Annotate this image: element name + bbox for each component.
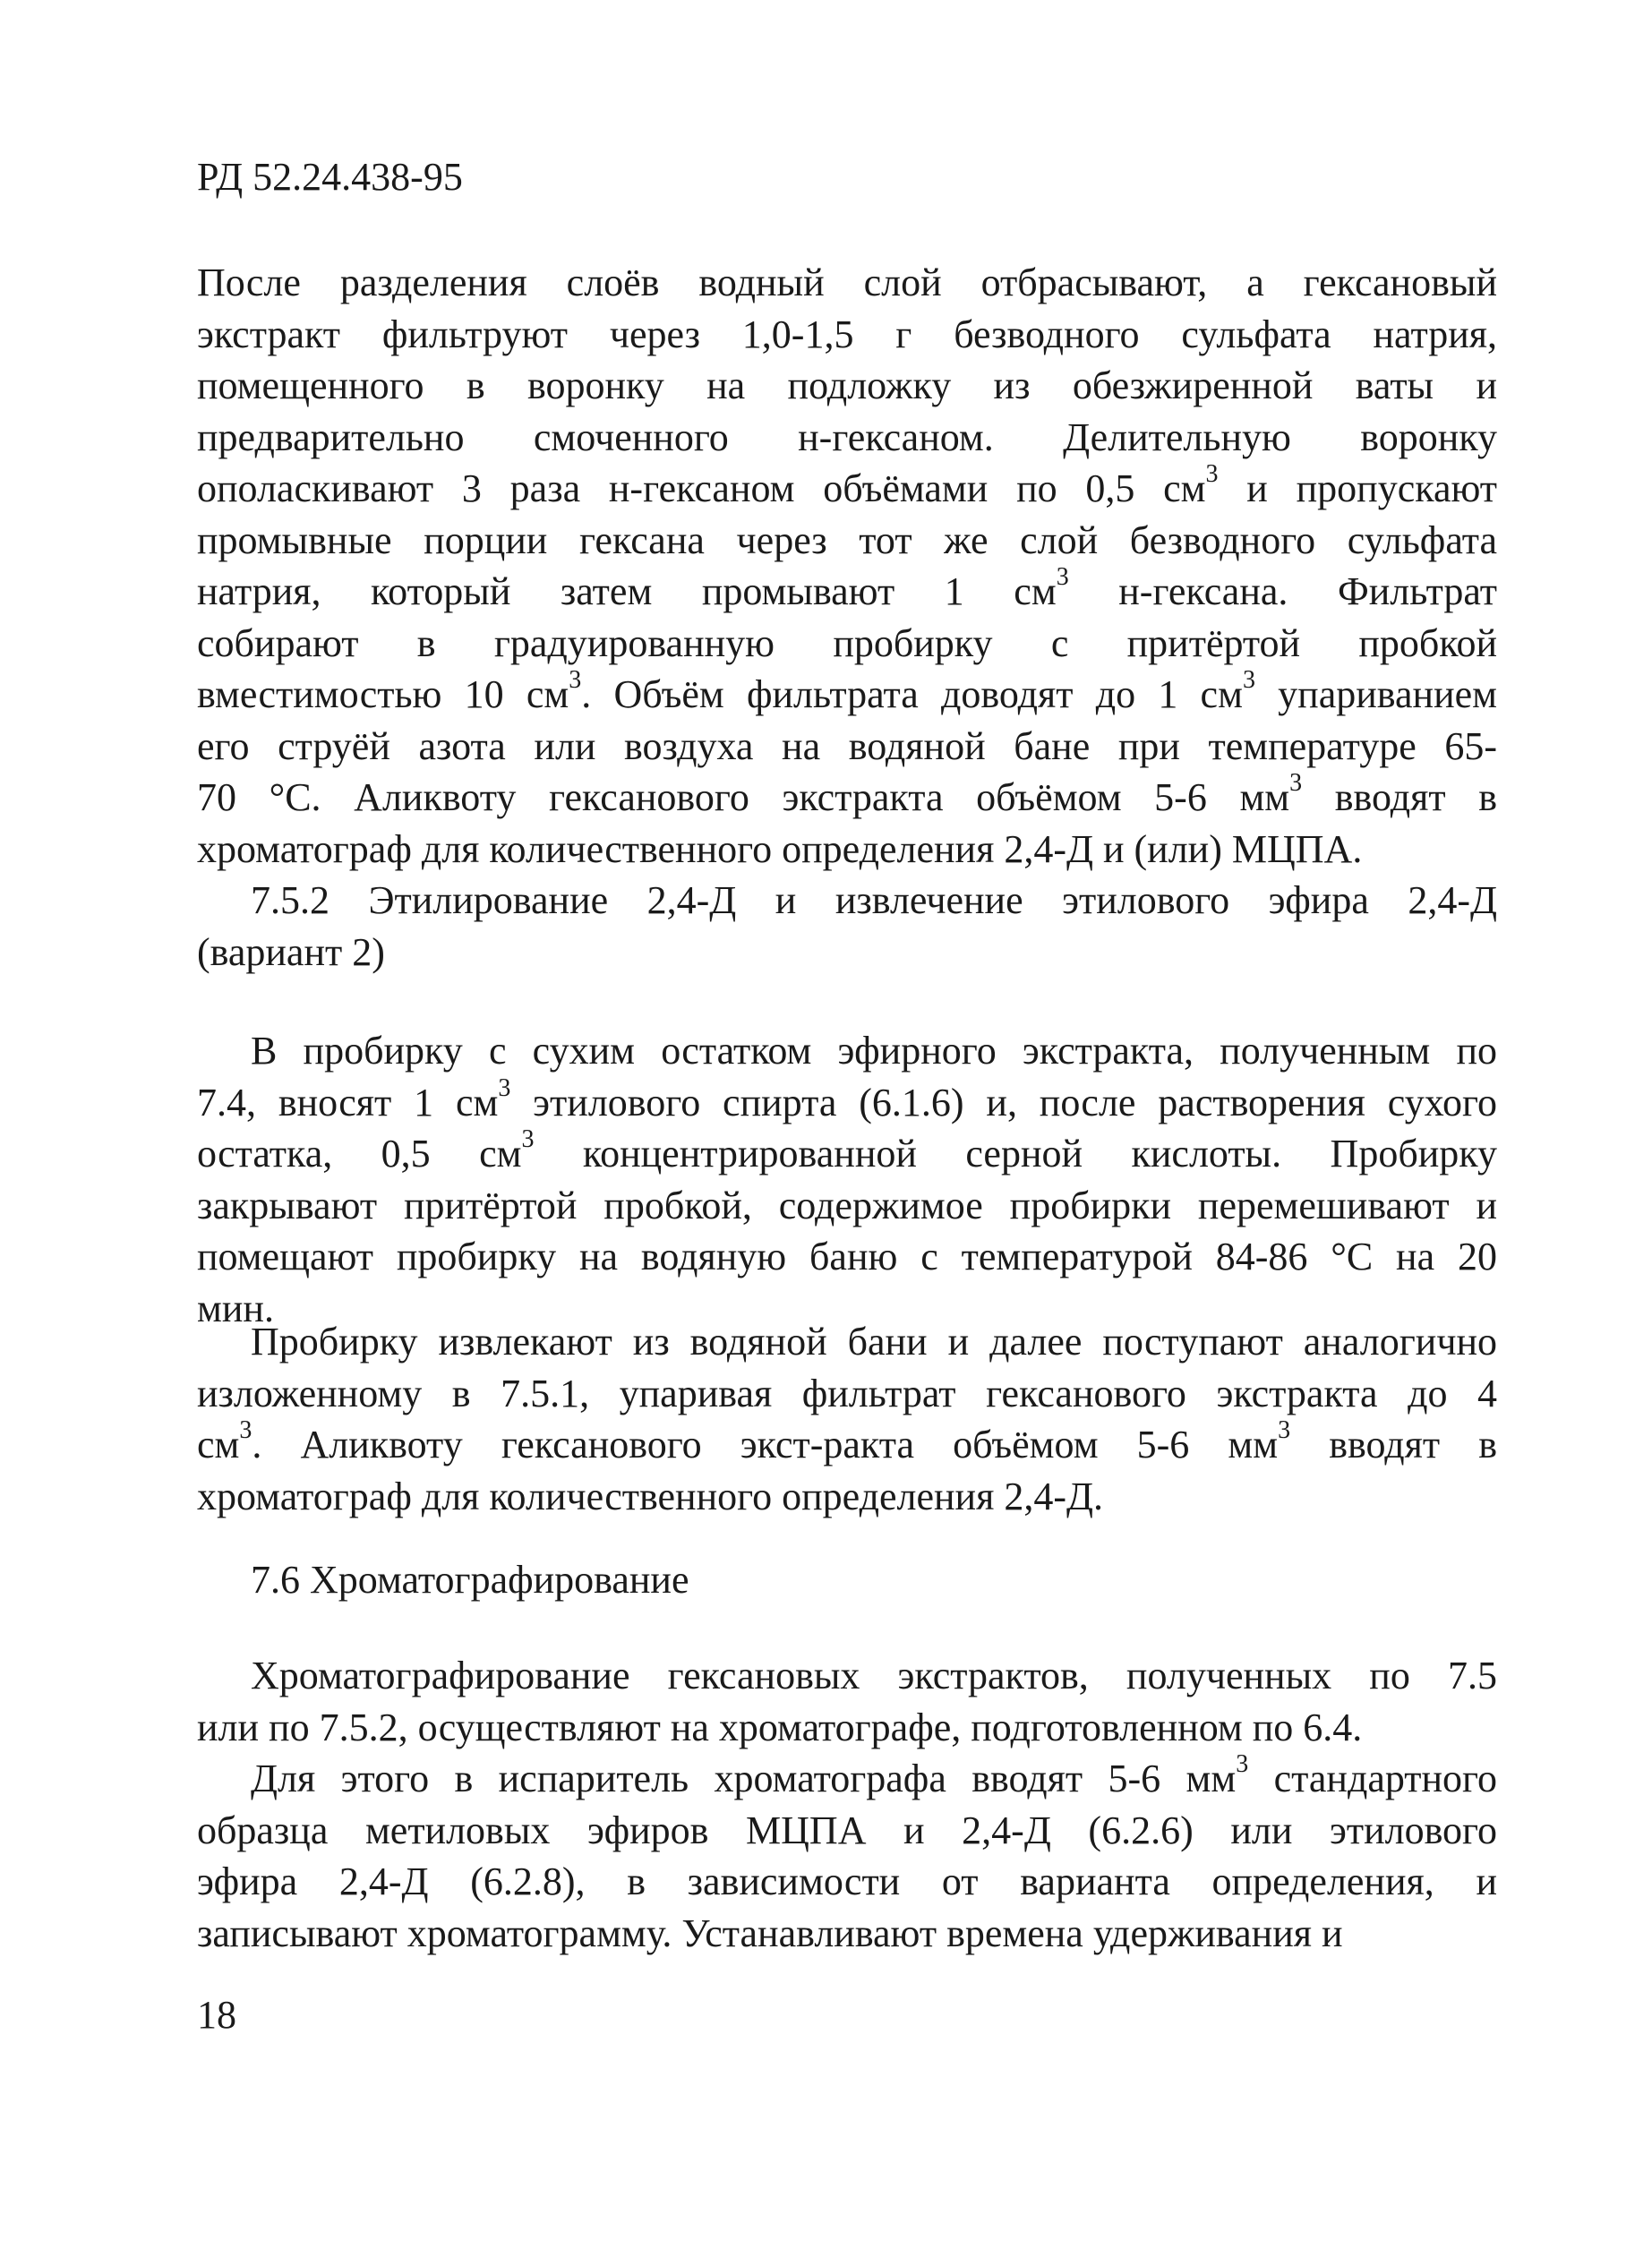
- paragraph-2: [197, 1025, 1497, 1334]
- superscript: 3: [569, 666, 582, 695]
- text-line: [197, 1750, 1498, 1805]
- text-line: 7.5.2 Этилирование 2,4-Д и извлечение этилового эфира 2,4-Д: [251, 878, 1497, 922]
- paragraph-5: [197, 1750, 1498, 1959]
- text-segment: . Объём фильтрата доводят до 1 см: [581, 672, 1243, 716]
- text-line: записывают хроматограмму. Устанавливают времена удерживания и: [197, 1911, 1343, 1955]
- text-line: изложенному в 7.5.1, упаривая фильтрат гексанового экстракта до 4: [197, 1371, 1497, 1415]
- text-segment: остатка, 0,5 см: [197, 1132, 522, 1176]
- text-line: [197, 1073, 1497, 1129]
- superscript: 3: [1056, 563, 1069, 592]
- paragraph-3: [197, 1316, 1497, 1522]
- text-line: его струёй азота или воздуха на водяной бане при температуре 65-: [197, 723, 1497, 768]
- text-line: хроматограф для количественного определения 2,4-Д.: [197, 1474, 1103, 1518]
- superscript: 3: [1289, 769, 1303, 798]
- text-segment: см: [197, 1423, 240, 1466]
- text-line: После разделения слоёв водный слой отбрасывают, а гексановый: [197, 261, 1497, 304]
- text-line: [197, 769, 1497, 824]
- superscript: 3: [1242, 666, 1255, 695]
- text-segment: 7.4, вносят 1 см: [197, 1080, 499, 1124]
- text-segment: вводят в: [1302, 775, 1497, 819]
- text-line: закрывают притёртой пробкой, содержимое пробирки перемешивают и: [197, 1183, 1497, 1227]
- text-segment: вместимостью 10 см: [197, 672, 569, 716]
- superscript: 3: [1205, 460, 1219, 489]
- text-segment: Для этого в испаритель хроматографа вводят 5-6 мм: [251, 1757, 1237, 1800]
- text-segment: н-гексана. Фильтрат: [1068, 569, 1497, 613]
- text-line: собирают в градуированную пробирку с притёртой пробкой: [197, 620, 1497, 665]
- page-number: 18: [197, 1993, 236, 2037]
- text-line: промывные порции гексана через тот же слой безводного сульфата: [197, 517, 1497, 562]
- superscript: 3: [498, 1073, 511, 1102]
- text-line: Пробирку извлекают из водяной бани и далее поступают аналогично: [251, 1320, 1497, 1364]
- text-segment: стандартного: [1248, 1757, 1498, 1800]
- text-segment: концентрированной серной кислоты. Пробирку: [534, 1132, 1498, 1176]
- text-line: мин.: [197, 1286, 274, 1330]
- text-line: или по 7.5.2, осуществляют на хроматографе, подготовленном по 6.4.: [197, 1705, 1363, 1749]
- text-line: [197, 1416, 1497, 1471]
- text-line: [197, 563, 1497, 618]
- paragraph-4: [197, 1650, 1497, 1753]
- text-line: предварительно смоченного н-гексаном. Делительную воронку: [197, 415, 1497, 459]
- text-segment: . Аликвоту гексанового экст-ракта объёмом 5-6 мм: [252, 1423, 1279, 1466]
- text-line: [197, 460, 1497, 515]
- text-segment: этилового спирта (6.1.6) и, после растворения сухого: [510, 1080, 1497, 1124]
- text-line: помещенного в воронку на подложку из обезжиренной ваты и: [197, 363, 1497, 407]
- text-segment: упариванием: [1254, 672, 1497, 716]
- section-heading-7-5-2: [197, 875, 1497, 978]
- text-line: (вариант 2): [197, 929, 385, 974]
- text-segment: вводят в: [1290, 1423, 1497, 1466]
- text-segment: 70 °С. Аликвоту гексанового экстракта объёмом 5-6 мм: [197, 775, 1290, 819]
- text-segment: натрия, который затем промывают 1 см: [197, 569, 1057, 613]
- text-line: Хроматографирование гексановых экстрактов, полученных по 7.5: [251, 1654, 1497, 1697]
- text-line: хроматограф для количественного определения 2,4-Д и (или) МЦПА.: [197, 826, 1363, 871]
- text-segment: ополаскивают 3 раза н-гексаном объёмами по 0,5 см: [197, 466, 1206, 510]
- text-line: В пробирку с сухим остатком эфирного экстракта, полученным по: [251, 1029, 1497, 1073]
- text-line: помещают пробирку на водяную баню с температурой 84-86 °С на 20: [197, 1235, 1497, 1278]
- text-line: эфира 2,4-Д (6.2.8), в зависимости от варианта определения, и: [197, 1859, 1497, 1903]
- text-line: образца метиловых эфиров МЦПА и 2,4-Д (6.2.6) или этилового: [197, 1808, 1497, 1852]
- text-line: экстракт фильтруют через 1,0-1,5 г безводного сульфата натрия,: [197, 312, 1497, 356]
- text-segment: и пропускают: [1218, 466, 1497, 510]
- paragraph-1: [197, 257, 1497, 875]
- text-line: [197, 1125, 1498, 1180]
- superscript: 3: [239, 1416, 253, 1445]
- text-line: [197, 666, 1497, 721]
- section-heading-7-6: 7.6 Хроматографирование: [251, 1558, 689, 1602]
- document-header: РД 52.24.438-95: [197, 155, 463, 199]
- superscript: 3: [521, 1125, 535, 1154]
- superscript: 3: [1278, 1416, 1291, 1445]
- superscript: 3: [1236, 1750, 1249, 1779]
